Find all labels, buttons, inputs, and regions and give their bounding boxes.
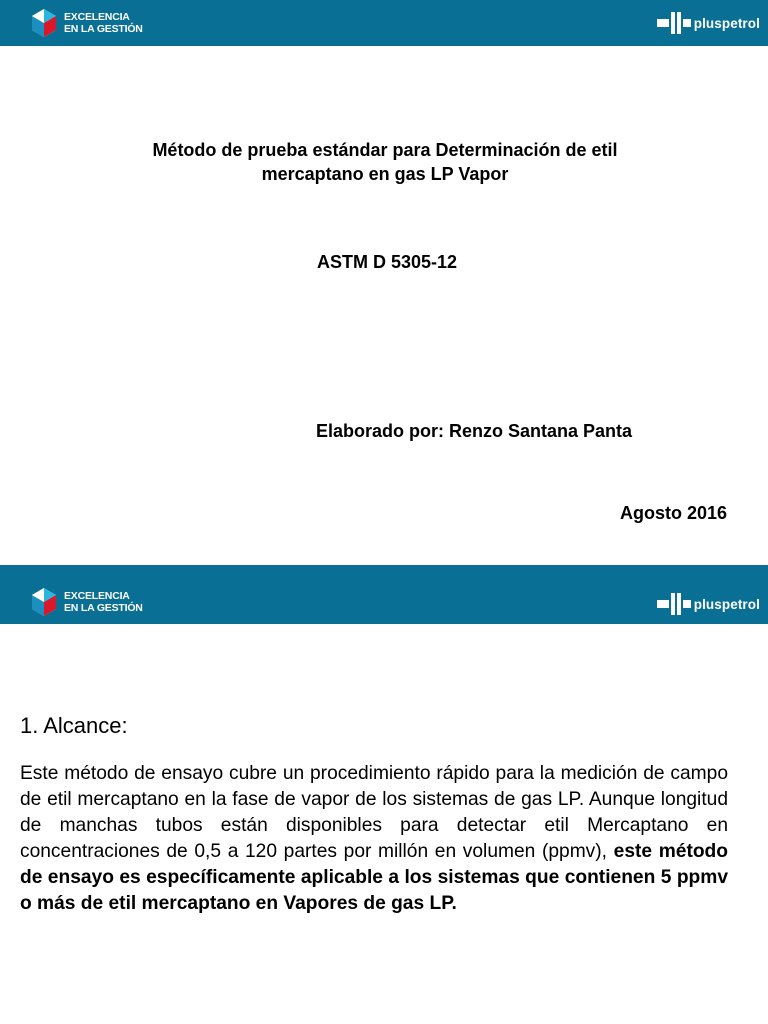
hexagon-logo-icon [30,8,58,38]
slide-header [0,565,768,624]
logo-line-1: EXCELENCIA [64,590,130,602]
logo-line-2: EN LA GESTIÓN [64,602,143,614]
excelencia-logo-text [64,590,143,614]
scope-text-normal: Este método de ensayo cubre un procedimiento rápido para la medición de campo de etil mercaptano en la fase de vapor de los sistemas de gas LP. Aunque longitud de manchas tubos están disponibles para detectar etil Mercaptano en concentraciones de 0,5 a 120 partes por millón en volumen (ppmv), [20,763,728,862]
standard-code: ASTM D 5305-12 [316,252,458,272]
pluspetrol-logo [657,12,760,34]
slide-scope [0,562,768,1024]
logo-line-1: EXCELENCIA [64,11,130,23]
section-heading: 1. Alcance: [20,713,128,738]
pluspetrol-mark-icon [657,593,691,615]
slide-header [0,0,768,46]
excelencia-logo [30,8,143,38]
hexagon-logo-icon [30,587,58,617]
logo-line-2: EN LA GESTIÓN [64,23,143,35]
pluspetrol-mark-icon [657,12,691,34]
document-title: Método de prueba estándar para Determinación de etil mercaptano en gas LP Vapor [152,140,618,184]
pluspetrol-logo [657,593,760,615]
scope-text-bold: este método de ensayo es específicamente aplicable a los sistemas que contienen 5 ppmv o más de etil mercaptano en Vapores de gas LP. [20,841,728,914]
excelencia-logo [30,587,143,617]
pluspetrol-logo-text: pluspetrol [693,596,760,612]
scope-paragraph [20,761,728,917]
date-line: Agosto 2016 [619,503,727,523]
author-line: Elaborado por: Renzo Santana Panta [316,421,633,441]
excelencia-logo-text [64,11,143,35]
pluspetrol-logo-text: pluspetrol [693,15,760,31]
